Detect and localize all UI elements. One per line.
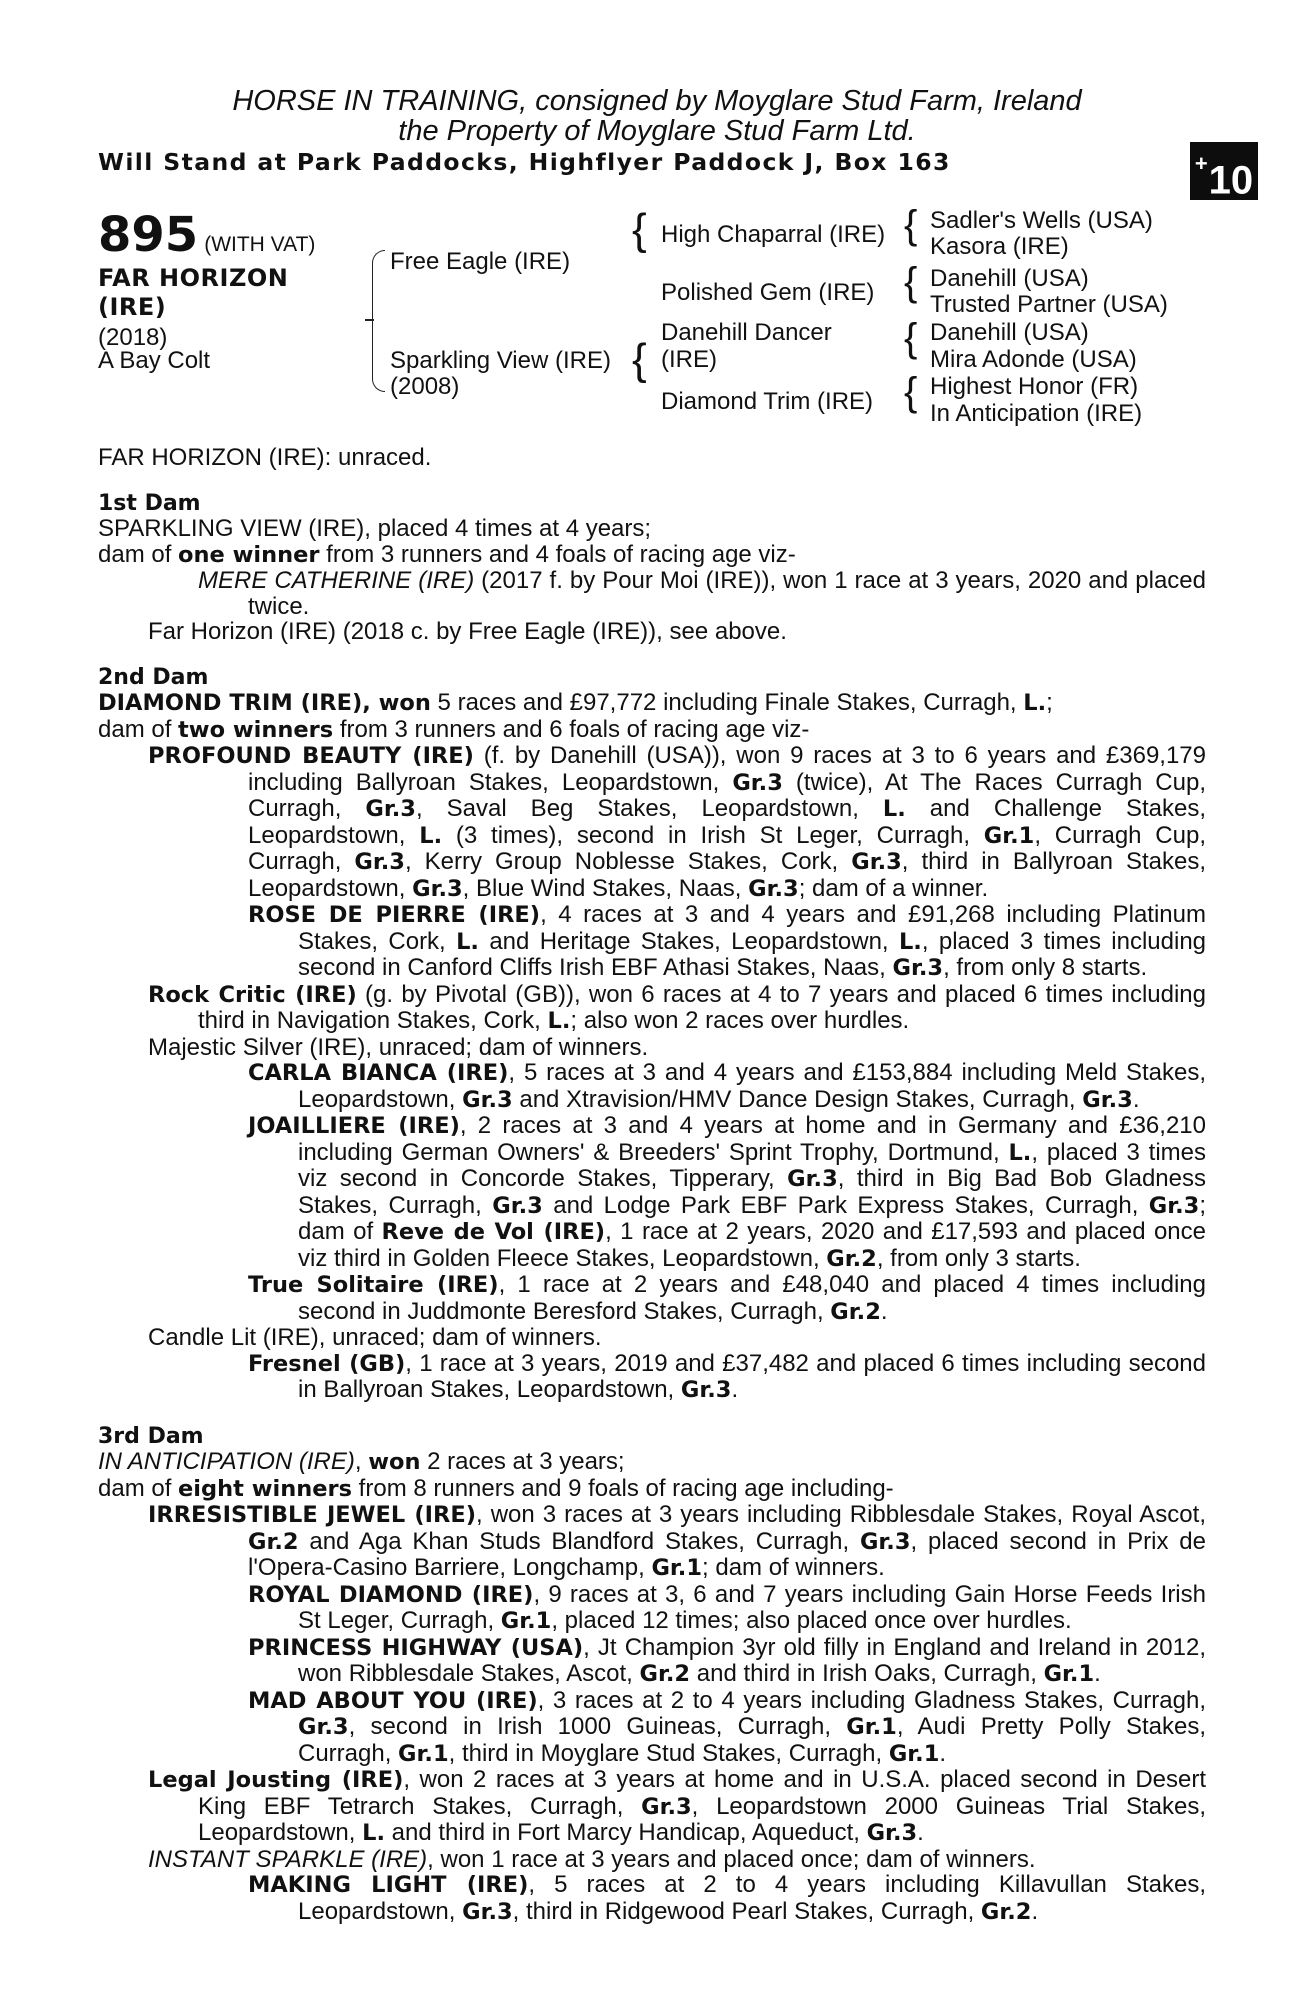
property-line: the Property of Moyglare Stud Farm Ltd. [398,115,916,147]
produce-rock-critic: Rock Critic (IRE) (g. by Pivotal (GB)), won 6 races at 4 to 7 years and placed 6 times including third in Navigation Stakes, Cork, L.; also won 2 races over hurdles. [148,980,1206,1034]
catalogue-body [98,445,1206,1925]
produce-majestic-silver: Majestic Silver (IRE), unraced; dam of winners. [148,1033,649,1061]
pedigree-bracket-point [365,319,374,321]
ped-g1: Sadler's Wells (USA) [930,207,1153,234]
ped-dam-sire-country: (IRE) [661,346,717,373]
produce-making-light: MAKING LIGHT (IRE), 5 races at 2 to 4 years including Killavullan Stakes, Leopardstown, Gr.3, third in Ridgewood Pearl Stakes, Curragh, Gr.2. [248,1871,1206,1925]
produce-royal-diamond: ROYAL DIAMOND (IRE), 9 races at 3, 6 and 7 years including Gain Horse Feeds Irish St Leger, Curragh, Gr.1, placed 12 times; also placed once over hurdles. [248,1580,1206,1634]
bracket-g3: { [904,316,918,360]
third-dam-heading: 3rd Dam [98,1423,204,1449]
ped-g4: Trusted Partner (USA) [930,291,1168,318]
ped-g7: Highest Honor (FR) [930,373,1139,400]
pedigree-bracket-main [372,250,385,392]
lot-header [98,207,315,263]
bracket-g4: { [904,370,918,414]
ped-g3: Danehill (USA) [930,265,1089,292]
bracket-sire: { [632,205,647,254]
ped-sire-dam: Polished Gem (IRE) [661,279,875,306]
ped-sire-sire: High Chaparral (IRE) [661,221,886,248]
produce-instant-sparkle: INSTANT SPARKLE (IRE), won 1 race at 3 years and placed once; dam of winners. [148,1845,1036,1873]
horse-description: A Bay Colt [98,347,211,374]
stand-location: Will Stand at Park Paddocks, Highflyer Paddock J, Box 163 [98,148,951,176]
produce-rose-de-pierre: ROSE DE PIERRE (IRE), 4 races at 3 and 4 years and £91,268 including Platinum Stakes, Cork, L. and Heritage Stakes, Leopardstown, L., placed 3 times including second in Canford Cliffs Irish EBF Athasi Stakes, Naas, Gr.3, from only 8 starts. [248,901,1207,981]
produce-fresnel: Fresnel (GB), 1 race at 3 years, 2019 and £37,482 and placed 6 times including second in Ballyroan Stakes, Leopardstown, Gr.3. [248,1349,1207,1403]
horse-name-line2: (IRE) [98,293,167,321]
ped-g2: Kasora (IRE) [930,233,1069,260]
bracket-dam: { [632,335,647,384]
second-dam-heading: 2nd Dam [98,664,209,690]
lot-vat: (WITH VAT) [204,233,316,256]
first-dam-heading: 1st Dam [98,490,201,516]
lot-number: 895 [98,207,199,263]
first-dam-produce-line: dam of one winner from 3 runners and 4 foals of racing age viz- [98,540,796,568]
produce-profound-beauty: PROFOUND BEAUTY (IRE) (f. by Danehill (USA)), won 9 races at 3 to 6 years and £369,179 including Ballyroan Stakes, Leopardstown, Gr.3 (twice), At The Races Curragh Cup, Curragh, Gr.3, Saval Beg Stakes, Leopardstown, L. and Challenge Stakes, Leopardstown, L. (3 times), second in Irish St Leger, Curragh, Gr.1, Curragh Cup, Curragh, Gr.3, Kerry Group Noblesse Stakes, Cork, Gr.3, third in Ballyroan Stakes, Leopardstown, Gr.3, Blue Wind Stakes, Naas, Gr.3; dam of a winner. [148,742,1207,902]
ped-dam-year: (2008) [390,373,460,400]
produce-irresistible-jewel: IRRESISTIBLE JEWEL (IRE), won 3 races at 3 years including Ribblesdale Stakes, Royal Ascot, Gr.2 and Aga Khan Studs Blandford Stakes, Curragh, Gr.3, placed second in Prix de l'Opera-Casino Barriere, Longchamp, Gr.1; dam of winners. [148,1501,1206,1581]
second-dam-line: DIAMOND TRIM (IRE), won 5 races and £97,772 including Finale Stakes, Curragh, L.; [98,689,1053,716]
badge-plus: + [1194,151,1208,176]
badge-number: 10 [1208,158,1254,203]
third-dam-produce-line: dam of eight winners from 8 runners and 9 foals of racing age including- [98,1474,894,1502]
produce-far-horizon: Far Horizon (IRE) (2018 c. by Free Eagle (IRE)), see above. [148,618,787,645]
bracket-g2: { [904,260,918,304]
racing-record: FAR HORIZON (IRE): unraced. [98,444,432,471]
produce-true-solitaire: True Solitaire (IRE), 1 race at 2 years and £48,040 and placed 4 times including second in Juddmonte Beresford Stakes, Curragh, Gr.2. [248,1271,1206,1325]
ped-dam: Sparkling View (IRE) [390,347,611,374]
ped-dam-dam: Diamond Trim (IRE) [661,388,874,415]
bracket-g1: { [904,203,918,247]
produce-legal-jousting: Legal Jousting (IRE), won 2 races at 3 years at home and in U.S.A. placed second in Desert King EBF Tetrarch Stakes, Curragh, Gr.3, Leopardstown 2000 Guineas Trial Stakes, Leopardstown, L. and third in Fort Marcy Handicap, Aqueduct, Gr.3. [148,1766,1207,1846]
produce-candle-lit: Candle Lit (IRE), unraced; dam of winners. [148,1324,602,1351]
ped-dam-sire: Danehill Dancer [661,319,832,346]
ped-g6: Mira Adonde (USA) [930,346,1137,373]
ped-g5: Danehill (USA) [930,319,1089,346]
produce-mere-catherine: MERE CATHERINE (IRE) (2017 f. by Pour Moi (IRE)), won 1 race at 3 years, 2020 and placed twice. [198,567,1206,620]
ped-sire: Free Eagle (IRE) [390,248,571,275]
horse-name-line1: FAR HORIZON [98,264,289,292]
consignor-line: HORSE IN TRAINING, consigned by Moyglare Stud Farm, Ireland [232,85,1082,117]
ped-g8: In Anticipation (IRE) [930,400,1143,427]
second-dam-produce-line: dam of two winners from 3 runners and 6 foals of racing age viz- [98,715,810,743]
foaling-year: (2018) [98,324,168,351]
produce-carla-bianca: CARLA BIANCA (IRE), 5 races at 3 and 4 years and £153,884 including Meld Stakes, Leopardstown, Gr.3 and Xtravision/HMV Dance Design Stakes, Curragh, Gr.3. [248,1059,1206,1113]
third-dam-line: IN ANTICIPATION (IRE), won 2 races at 3 years; [98,1448,625,1475]
produce-joailliere: JOAILLIERE (IRE), 2 races at 3 and 4 years at home and in Germany and £36,210 including German Owners' & Breeders' Sprint Trophy, Dortmund, L., placed 3 times viz second in Concorde Stakes, Tipperary, Gr.3, third in Big Bad Bob Gladness Stakes, Curragh, Gr.3 and Lodge Park EBF Park Express Stakes, Curragh, Gr.3; dam of Reve de Vol (IRE), 1 race at 2 years, 2020 and £17,593 and placed once viz third in Golden Fleece Stakes, Leopardstown, Gr.2, from only 3 starts. [248,1112,1207,1272]
horse-name [98,264,288,322]
first-dam-line: SPARKLING VIEW (IRE), placed 4 times at 4 years; [98,515,652,542]
page-badge [1190,142,1258,203]
produce-mad-about-you: MAD ABOUT YOU (IRE), 3 races at 2 to 4 years including Gladness Stakes, Curragh, Gr.3, second in Irish 1000 Guineas, Curragh, Gr.1, Audi Pretty Polly Stakes, Curragh, Gr.1, third in Moyglare Stud Stakes, Curragh, Gr.1. [248,1686,1207,1767]
produce-princess-highway: PRINCESS HIGHWAY (USA), Jt Champion 3yr old filly in England and Ireland in 2012, won Ribblesdale Stakes, Ascot, Gr.2 and third in Irish Oaks, Curragh, Gr.1. [248,1633,1206,1687]
